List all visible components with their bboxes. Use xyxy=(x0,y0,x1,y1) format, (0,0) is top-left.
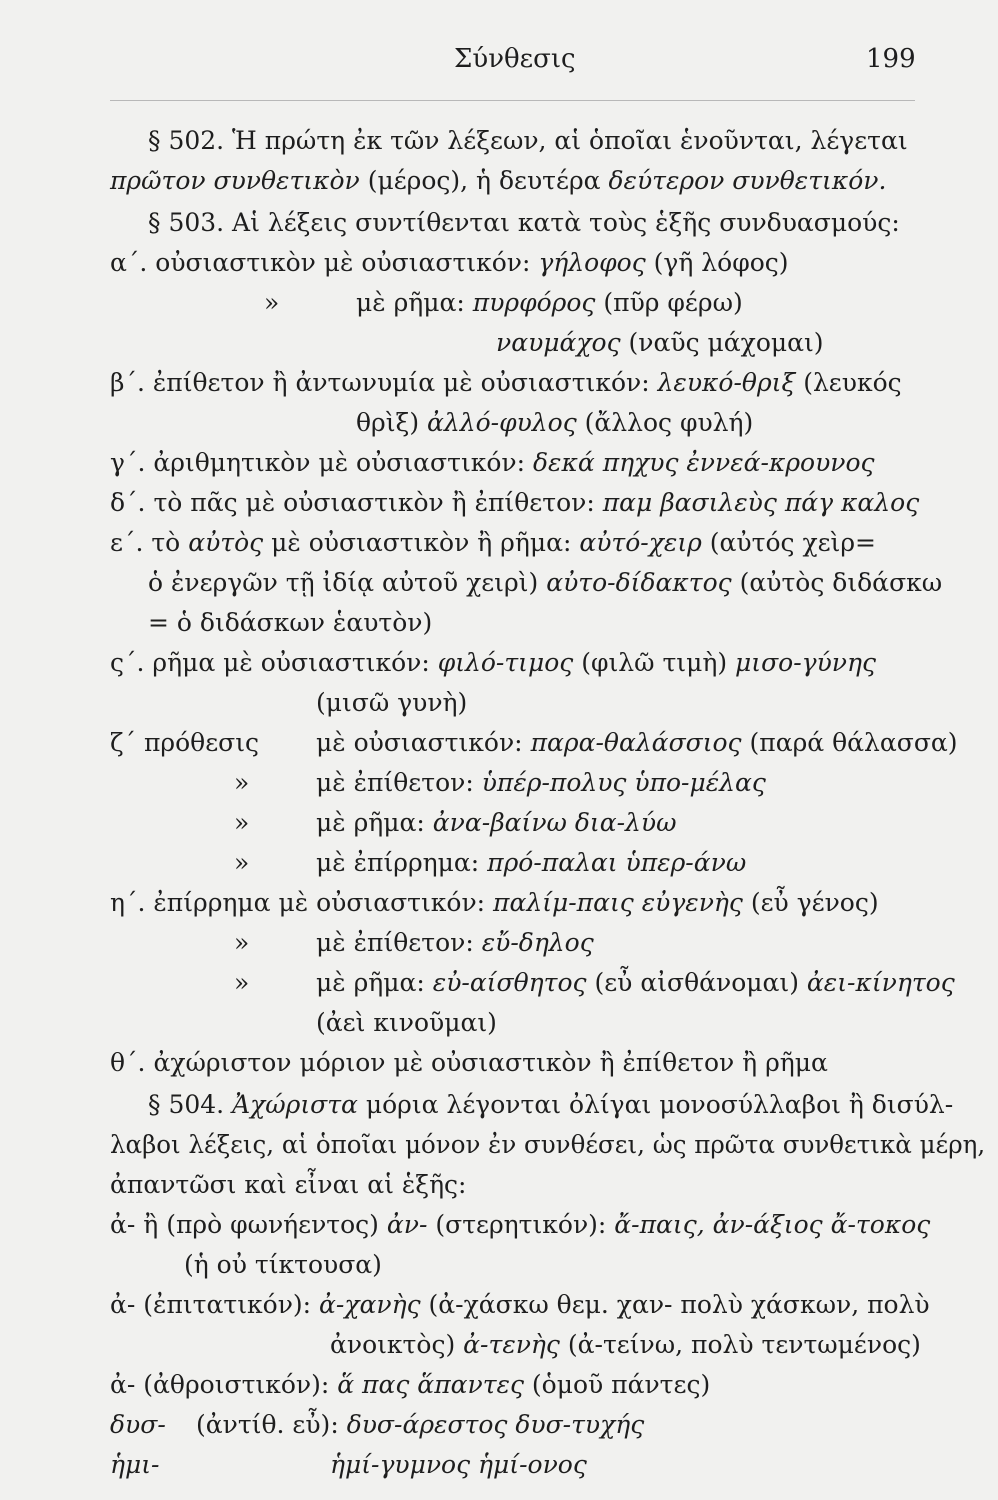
item-theta: θ΄. ἀχώριστον μόριον μὲ οὐσιαστικὸν ἢ ἐπίθετον ἢ ρῆμα xyxy=(110,1048,828,1077)
example-word: ἀει-κίνητος xyxy=(806,968,955,997)
etymology: (ναῦς μάχομαι) xyxy=(620,328,824,357)
item-alpha-line-3 xyxy=(496,328,824,358)
etymology: ἀνοικτὸς) xyxy=(330,1330,464,1359)
item-text: ε΄. τὸ xyxy=(110,528,189,557)
item-text: μὲ ρῆμα: xyxy=(356,288,473,317)
example-word: αὐτο-δίδακτος xyxy=(546,568,732,597)
etymology: ὁ ἐνεργῶν τῇ ἰδίᾳ αὐτοῦ χειρὶ) xyxy=(148,568,547,597)
item-alpha-line-2 xyxy=(356,288,743,318)
ditto-mark: » xyxy=(234,848,250,877)
ditto-mark: » xyxy=(234,768,250,797)
item-alpha-line-1 xyxy=(110,248,789,278)
prefix-type: ἀ- (ἐπιτατικόν): xyxy=(110,1290,320,1319)
prefix-type: (ἀντίθ. εὖ): xyxy=(196,1410,347,1439)
example-word: ὑπέρ-πολυς ὑπο-μέλας xyxy=(481,768,766,797)
paragraph-504-line-3: ἀπαντῶσι καὶ εἶναι αἱ ἑξῆς: xyxy=(110,1170,467,1199)
ditto-mark: » xyxy=(234,808,250,837)
etymology: (εὖ αἰσθάνομαι) xyxy=(586,968,807,997)
example-word: ἀνα-βαίνω δια-λύω xyxy=(432,808,677,837)
item-zeta-label: ζ΄ πρόθεσις xyxy=(110,728,260,757)
example-word: ἀ-χανὴς xyxy=(319,1290,421,1319)
item-text: μὲ ρῆμα: xyxy=(316,808,433,837)
etymology: (αὐτός χεὶρ= xyxy=(701,528,876,557)
item-eta-line-3 xyxy=(316,968,955,998)
example-word: δεκά πηχυς ἐννεά-κρουνος xyxy=(533,448,875,477)
paragraph-502-line-1 xyxy=(148,126,908,156)
item-delta xyxy=(110,488,919,518)
prefix-text: ἀ- ἢ (πρὸ φωνήεντος) xyxy=(110,1210,387,1239)
item-text: μὲ ἐπίρρημα: xyxy=(316,848,488,877)
item-stigma-line-1 xyxy=(110,648,876,678)
item-text: δ΄. τὸ πᾶς μὲ οὐσιαστικὸν ἢ ἐπίθετον: xyxy=(110,488,603,517)
item-beta-line-2 xyxy=(356,408,753,438)
prefix-type: (στερητικόν): xyxy=(427,1210,615,1239)
example-word: γήλοφος xyxy=(538,248,646,277)
etymology: (ἀ-τείνω, πολὺ τεντωμένος) xyxy=(559,1330,921,1359)
item-gamma xyxy=(110,448,875,478)
term-inseparable-particles: Ἀχώριστα xyxy=(232,1090,358,1119)
prefix-dys-line xyxy=(196,1410,644,1440)
item-beta-line-1 xyxy=(110,368,902,398)
item-text: γ΄. ἀριθμητικὸν μὲ οὐσιαστικόν: xyxy=(110,448,533,477)
paragraph-503: § 503. Αἱ λέξεις συντίθενται κατὰ τοὺς ἑξῆς συνδυασμούς: xyxy=(148,208,900,237)
etymology: θρὶξ) xyxy=(356,408,428,437)
example-word: παρα-θαλάσσιος xyxy=(530,728,742,757)
item-zeta-line-4 xyxy=(316,848,746,878)
example-word: ἄ-παις, ἀν-άξιος ἄ-τοκος xyxy=(614,1210,931,1239)
item-text: μὲ οὐσιαστικὸν ἢ ρῆμα: xyxy=(263,528,580,557)
example-word: εὔ-δηλος xyxy=(481,928,594,957)
item-epsilon-line-3: = ὁ διδάσκων ἑαυτὸν) xyxy=(148,608,433,637)
item-text: μὲ οὐσιαστικόν: xyxy=(316,728,531,757)
example-word: λευκό-θριξ xyxy=(657,368,796,397)
item-text: α΄. οὐσιαστικὸν μὲ οὐσιαστικόν: xyxy=(110,248,539,277)
prefix-hemi-examples: ἡμί-γυμνος ἡμί-ονος xyxy=(330,1450,587,1479)
item-eta-line-1 xyxy=(110,888,879,918)
ditto-mark: » xyxy=(264,288,280,317)
prefix-hemi-label: ἡμι- xyxy=(110,1450,160,1479)
term-first-component: πρῶτον συνθετικὸν xyxy=(110,166,360,195)
etymology: (φιλῶ τιμὴ) xyxy=(573,648,736,677)
ditto-mark: » xyxy=(234,968,250,997)
item-text: β΄. ἐπίθετον ἢ ἀντωνυμία μὲ οὐσιαστικόν: xyxy=(110,368,658,397)
example-word: εὐ-αίσθητος xyxy=(432,968,587,997)
etymology: (ἄλλος φυλή) xyxy=(576,408,754,437)
example-word: αὐτὸς xyxy=(188,528,264,557)
prefix-dys-label: δυσ- xyxy=(110,1410,166,1439)
item-text: ς΄. ρῆμα μὲ οὐσιαστικόν: xyxy=(110,648,438,677)
example-word: αὐτό-χειρ xyxy=(579,528,702,557)
item-eta-line-4: (ἀεὶ κινοῦμαι) xyxy=(316,1008,497,1037)
paragraph-504-text: μόρια λέγονται ὀλίγαι μονοσύλλαβοι ἢ δισύλ- xyxy=(357,1090,954,1119)
item-text: η΄. ἐπίρρημα μὲ οὐσιαστικόν: xyxy=(110,888,494,917)
example-word: ἀλλό-φυλος xyxy=(427,408,577,437)
prefix-form: ἀν- xyxy=(386,1210,428,1239)
example-word: παλίμ-παις εὐγενὴς xyxy=(493,888,743,917)
example-word: μισο-γύνης xyxy=(735,648,876,677)
item-stigma-line-2: (μισῶ γυνὴ) xyxy=(316,688,468,717)
example-word: πρό-παλαι ὑπερ-άνω xyxy=(487,848,747,877)
example-word: δυσ-άρεστος δυσ-τυχής xyxy=(346,1410,645,1439)
header-rule xyxy=(110,100,915,101)
item-eta-line-2 xyxy=(316,928,594,958)
example-word: ναυμάχος xyxy=(496,328,621,357)
prefix-alpha-privative-line-1 xyxy=(110,1210,930,1240)
running-head-title: Σύνθεσις xyxy=(454,44,576,74)
example-word: πυρφόρος xyxy=(472,288,596,317)
term-second-component: δεύτερον συνθετικόν. xyxy=(608,166,887,195)
etymology: (εὖ γένος) xyxy=(742,888,879,917)
etymology: (παρά θάλασσα) xyxy=(741,728,958,757)
paragraph-502-text-2: (μέρος), ἡ δευτέρα xyxy=(359,166,609,195)
etymology: (πῦρ φέρω) xyxy=(595,288,743,317)
etymology: (γῆ λόφος) xyxy=(645,248,789,277)
paragraph-504-line-2: λαβοι λέξεις, αἱ ὁποῖαι μόνον ἐν συνθέσει, ὡς πρῶτα συνθετικὰ μέρη, xyxy=(110,1130,986,1159)
item-zeta-line-2 xyxy=(316,768,766,798)
item-text: μὲ ἐπίθετον: xyxy=(316,768,482,797)
item-text: μὲ ρῆμα: xyxy=(316,968,433,997)
ditto-mark: » xyxy=(234,928,250,957)
example-word: φιλό-τιμος xyxy=(437,648,574,677)
etymology: (ὁμοῦ πάντες) xyxy=(523,1370,711,1399)
item-zeta-line-1 xyxy=(316,728,958,758)
paragraph-502-text: § 502. Ἡ πρώτη ἐκ τῶν λέξεων, αἱ ὁποῖαι ἑνοῦνται, λέγεται xyxy=(148,126,908,155)
section-number: § 504. xyxy=(148,1090,233,1119)
item-epsilon-line-2 xyxy=(148,568,942,598)
item-zeta-line-3 xyxy=(316,808,677,838)
prefix-alpha-privative-line-2: (ἡ οὐ τίκτουσα) xyxy=(184,1250,382,1279)
paragraph-502-line-2 xyxy=(110,166,886,196)
etymology: (λευκός xyxy=(795,368,902,397)
item-text: μὲ ἐπίθετον: xyxy=(316,928,482,957)
example-word: παμ βασιλεὺς πάγ καλος xyxy=(602,488,920,517)
prefix-alpha-intensive-line-2 xyxy=(330,1330,921,1360)
etymology: (ἀ-χάσκω θεμ. χαν- πολὺ χάσκων, πολὺ xyxy=(420,1290,930,1319)
example-word: ἀ-τενὴς xyxy=(463,1330,560,1359)
page-number: 199 xyxy=(866,44,916,74)
paragraph-504-line-1 xyxy=(148,1090,953,1120)
example-word: ἅ πας ἅπαντες xyxy=(337,1370,524,1399)
etymology: (αὐτὸς διδάσκω xyxy=(731,568,943,597)
prefix-type: ἀ- (ἀθροιστικόν): xyxy=(110,1370,338,1399)
item-epsilon-line-1 xyxy=(110,528,876,558)
prefix-alpha-intensive-line-1 xyxy=(110,1290,930,1320)
prefix-alpha-copulative xyxy=(110,1370,710,1400)
